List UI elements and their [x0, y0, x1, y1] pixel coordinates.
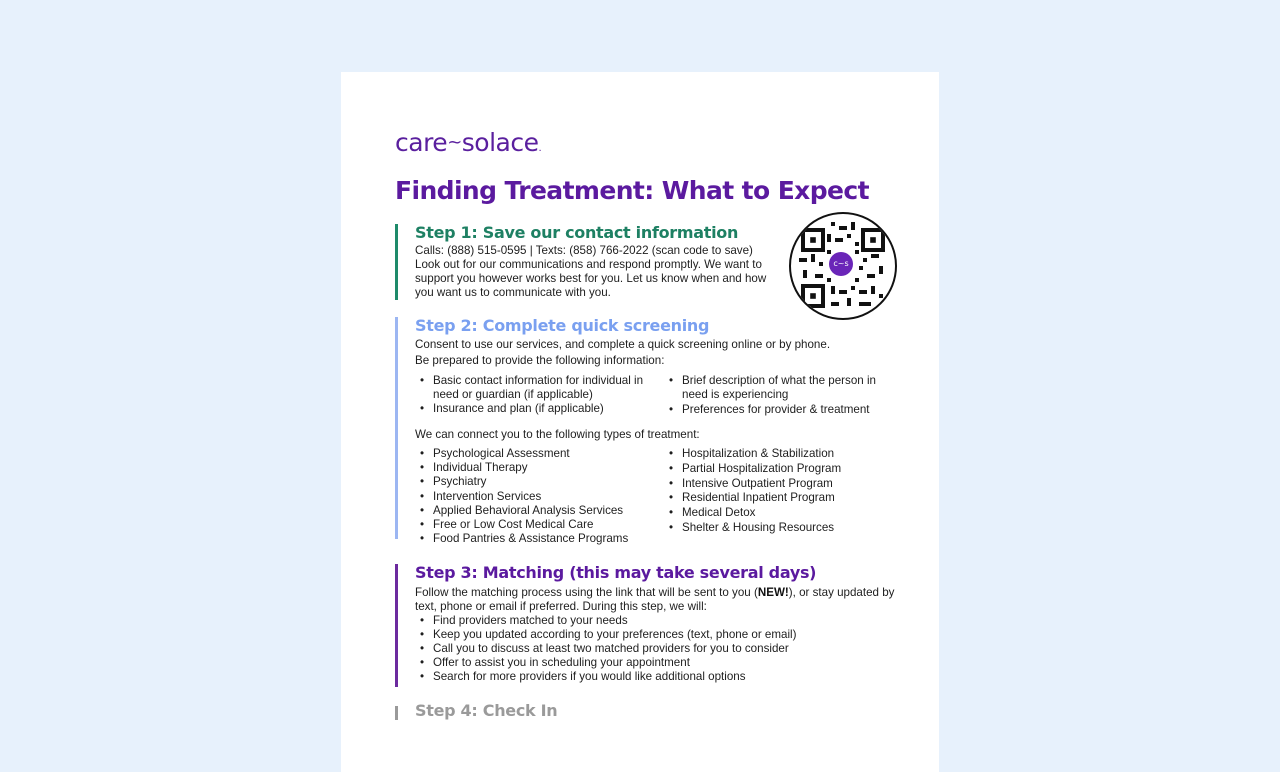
step-1-body: Look out for our communications and respond promptly. We want to support you however works best for you. Let us know when and how you want us to communicate with you. [415, 258, 767, 299]
list-item: • Partial Hospitalization Program [664, 462, 894, 477]
list-item: • Hospitalization & Stabilization [664, 447, 894, 462]
step-3-list [415, 614, 895, 684]
care-solace-badge-icon: c~s [829, 252, 853, 276]
qr-code-icon[interactable] [789, 212, 897, 320]
list-item: • Food Pantries & Assistance Programs [415, 532, 664, 546]
step-4-accent-bar [395, 706, 398, 720]
list-item: • Offer to assist you in scheduling your appointment [415, 656, 895, 670]
care-solace-logo: care~solace. [395, 128, 542, 157]
list-item: • Preferences for provider & treatment [664, 403, 894, 417]
document-page [341, 72, 939, 772]
step-1-section [395, 222, 775, 300]
step-2-line-2: Be prepared to provide the following information: [415, 354, 665, 367]
step-3-heading: Step 3: Matching (this may take several days) [415, 563, 817, 582]
treatment-intro: We can connect you to the following types of treatment: [415, 428, 700, 441]
list-item: • Psychiatry [415, 475, 664, 489]
step-2-accent-bar [395, 317, 398, 539]
list-item: • Psychological Assessment [415, 447, 664, 461]
step-2-line-1: Consent to use our services, and complete a quick screening online or by phone. [415, 338, 831, 351]
info-list-right [664, 374, 894, 417]
treatment-list-right [664, 447, 894, 546]
step-4-section [395, 700, 895, 730]
step-3-section [395, 562, 895, 687]
list-item: • Intervention Services [415, 490, 664, 504]
list-item: • Residential Inpatient Program [664, 491, 894, 506]
list-item: • Brief description of what the person in need is experiencing [664, 374, 894, 402]
step-3-body: Follow the matching process using the link that will be sent to you (NEW!), or stay updated by text, phone or email if preferred. During this step, we will: [415, 586, 895, 613]
list-item: • Individual Therapy [415, 461, 664, 475]
list-item: • Medical Detox [664, 506, 894, 521]
new-badge: NEW! [757, 586, 789, 599]
list-item: • Call you to discuss at least two matched providers for you to consider [415, 642, 895, 656]
list-item: • Basic contact information for individual in need or guardian (if applicable) [415, 374, 664, 402]
step-2-heading: Step 2: Complete quick screening [415, 316, 710, 335]
page-title: Finding Treatment: What to Expect [395, 176, 869, 205]
list-item: • Applied Behavioral Analysis Services [415, 504, 664, 518]
treatment-list-left [415, 447, 664, 546]
list-item: • Keep you updated according to your preferences (text, phone or email) [415, 628, 895, 642]
list-item: • Insurance and plan (if applicable) [415, 402, 664, 416]
list-item: • Intensive Outpatient Program [664, 477, 894, 492]
step-3-accent-bar [395, 564, 398, 687]
list-item: • Find providers matched to your needs [415, 614, 895, 628]
step-4-heading: Step 4: Check In [415, 701, 558, 720]
step-1-contacts: Calls: (888) 515-0595 | Texts: (858) 766-2022 (scan code to save) [415, 244, 753, 257]
step-2-section [395, 315, 895, 546]
list-item: • Free or Low Cost Medical Care [415, 518, 664, 532]
list-item: • Shelter & Housing Resources [664, 521, 894, 536]
list-item: • Search for more providers if you would like additional options [415, 670, 895, 684]
info-list-left [415, 374, 664, 417]
step-1-heading: Step 1: Save our contact information [415, 223, 739, 242]
step-1-accent-bar [395, 224, 398, 300]
